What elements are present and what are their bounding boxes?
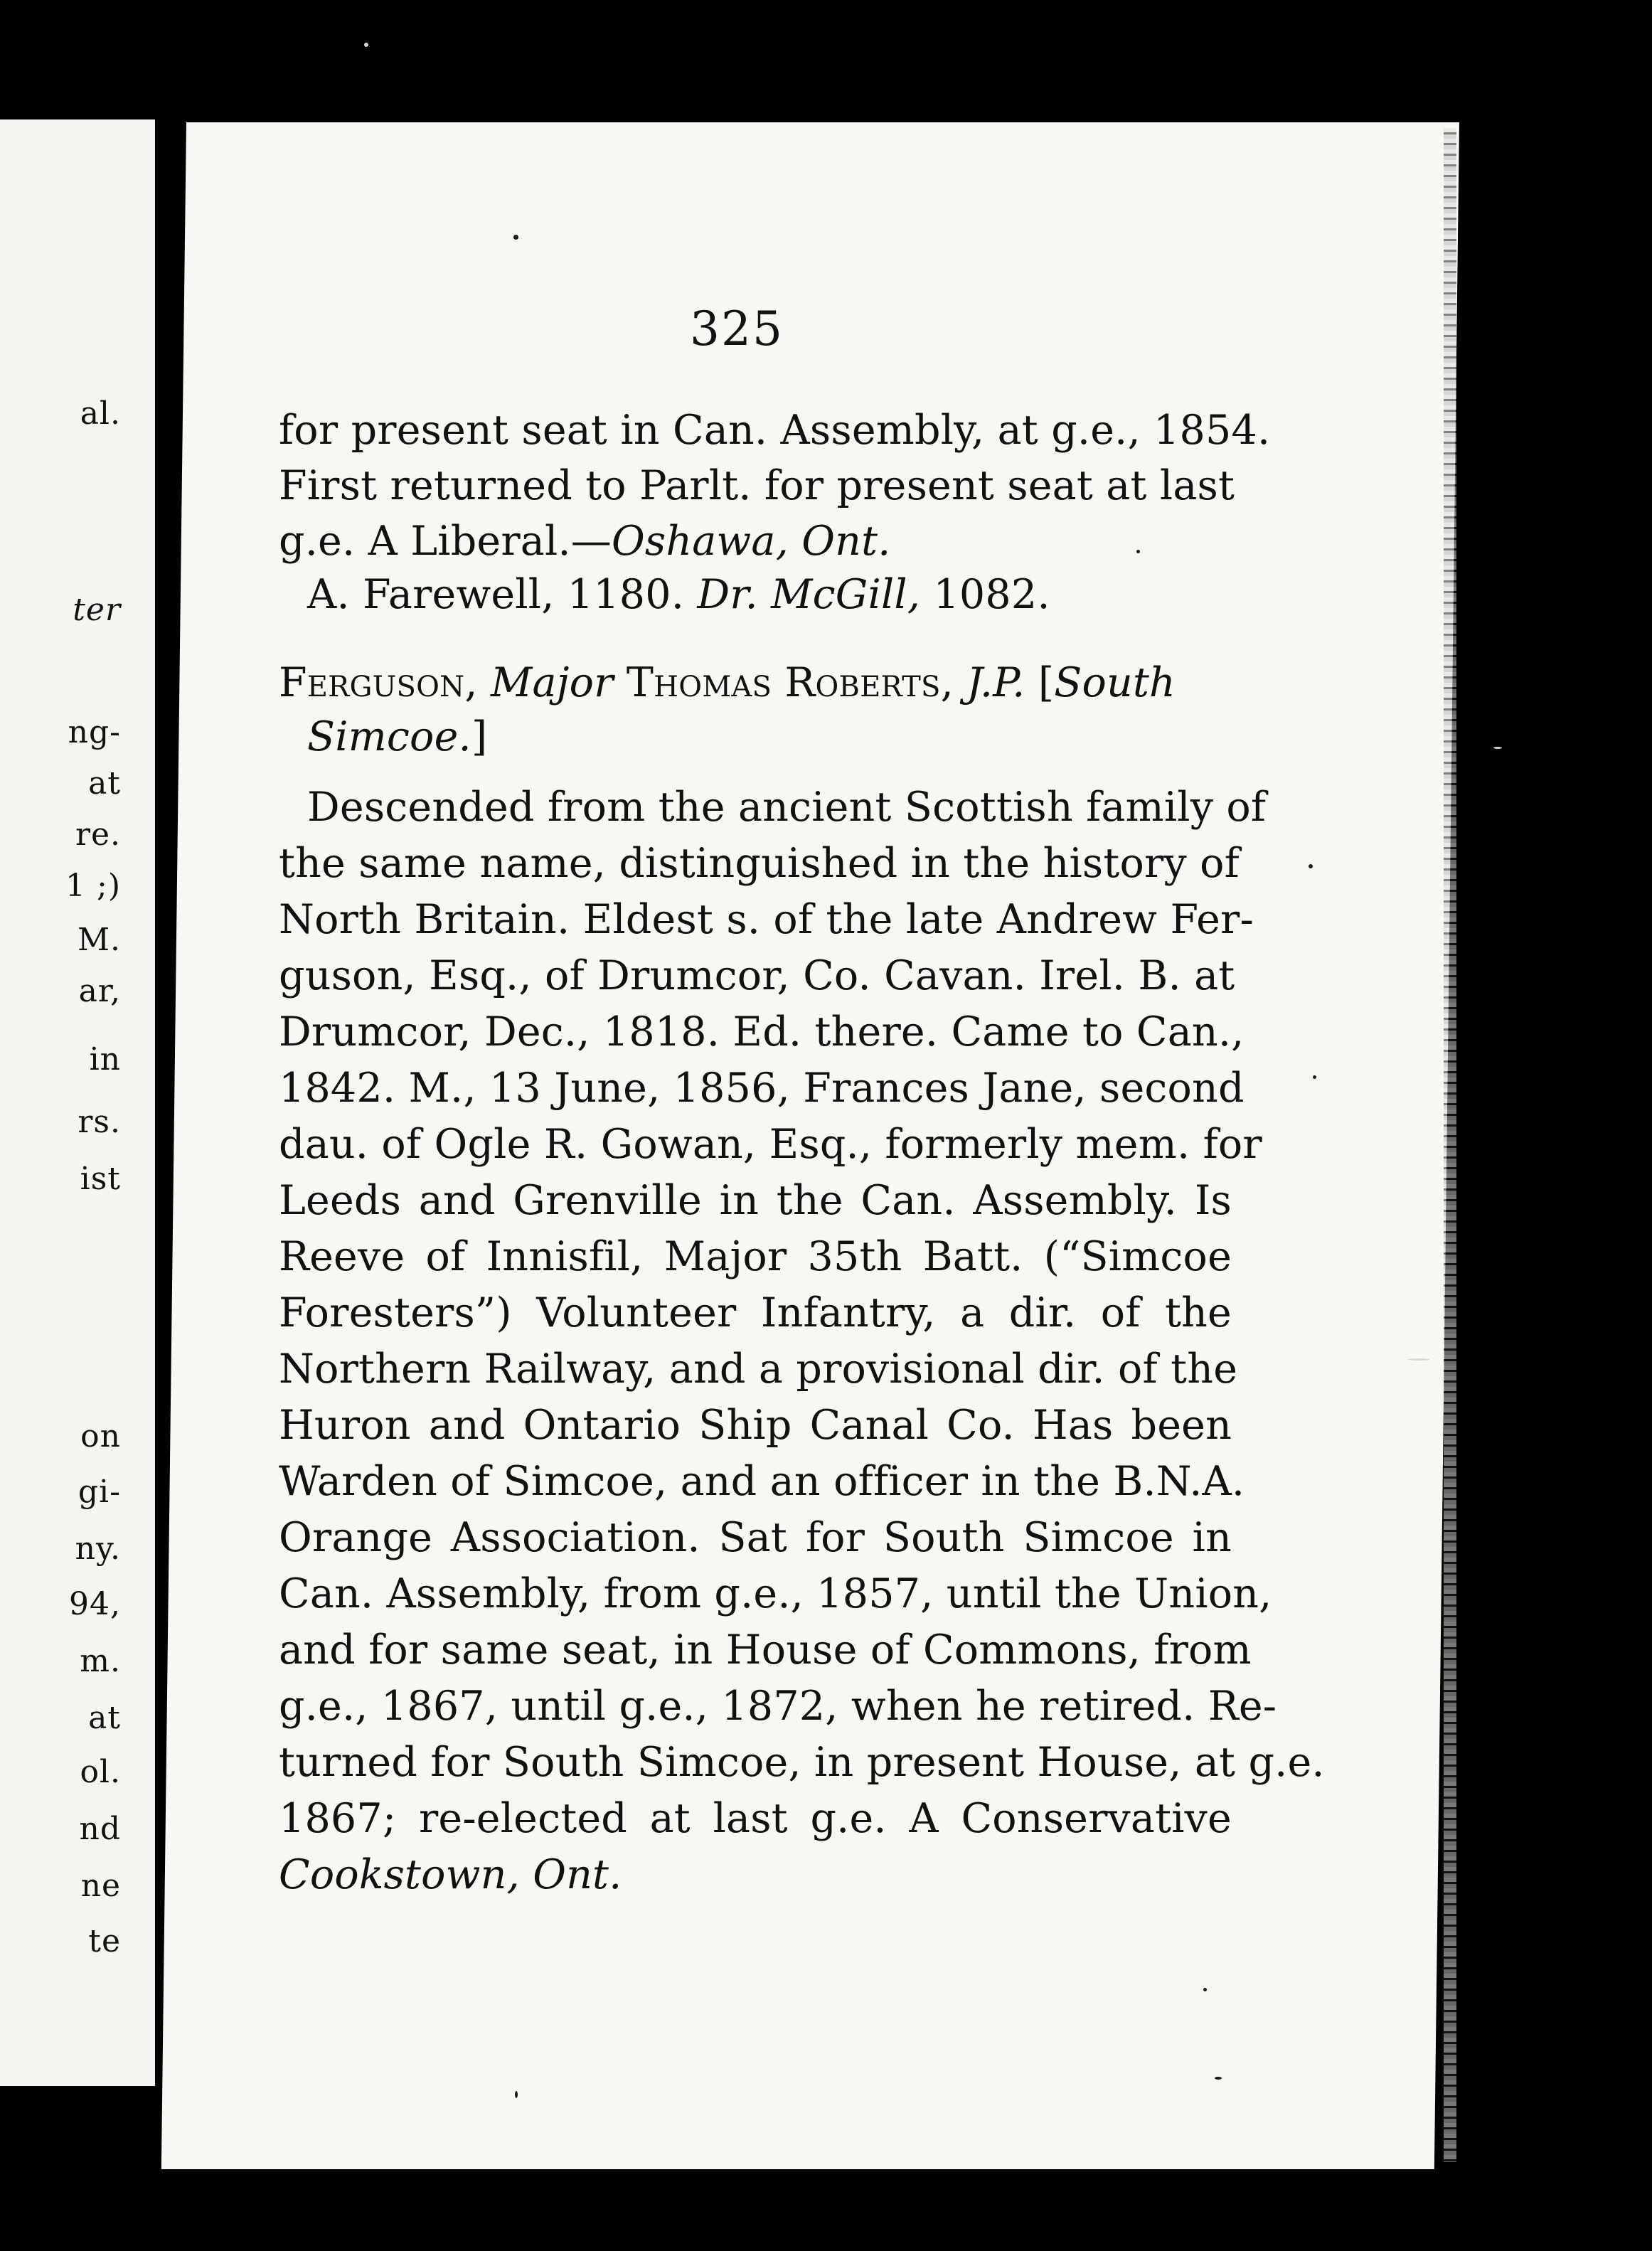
facing-page-text: m. xyxy=(80,1643,121,1679)
entry-heading xyxy=(279,659,1232,706)
entry-body-line: Huron and Ontario Ship Canal Co. Has been xyxy=(279,1402,1232,1449)
entry-address: Cookstown, Ont. xyxy=(279,1851,622,1898)
entry-body-line: turned for South Simcoe, in present House, at g.e. xyxy=(279,1739,1325,1786)
facing-page-text: ne xyxy=(80,1868,121,1904)
facing-page-text: at xyxy=(88,765,121,802)
entry-constituency: South xyxy=(1054,659,1176,706)
entry-body-line: Reeve of Innisfil, Major 35th Batt. (“Simcoe xyxy=(279,1233,1232,1280)
scan-dust xyxy=(1408,1358,1429,1361)
facing-page-text: ter xyxy=(73,592,121,628)
facing-page-fragment xyxy=(0,119,155,2086)
facing-page-text: ar, xyxy=(78,973,121,1009)
facing-page-text: al. xyxy=(80,395,121,432)
scan-dust xyxy=(1493,747,1502,749)
entry-body-line: North Britain. Eldest s. of the late Andrew Fer- xyxy=(279,896,1254,943)
bracket-open: [ xyxy=(1038,659,1055,706)
facing-page-text: re. xyxy=(75,816,121,853)
facing-page-text: ny. xyxy=(75,1531,121,1567)
entry-body-line: and for same seat, in House of Commons, from xyxy=(279,1627,1252,1673)
entry-body-line: Leeds and Grenville in the Can. Assembly. Is xyxy=(279,1177,1232,1224)
entry-body-line: Warden of Simcoe, and an officer in the B.N.A. xyxy=(279,1458,1245,1505)
entry-body-line: Orange Association. Sat for South Simcoe in xyxy=(279,1514,1232,1561)
entry-body-line: the same name, distinguished in the history of xyxy=(279,840,1240,887)
scan-dust xyxy=(364,43,368,47)
entry-body-line: Drumcor, Dec., 1818. Ed. there. Came to Can., xyxy=(279,1009,1245,1055)
entry-body-line: Northern Railway, and a provisional dir. of the xyxy=(279,1346,1238,1393)
entry-body-line: 1842. M., 13 June, 1856, Frances Jane, second xyxy=(279,1065,1245,1112)
ink-speck xyxy=(515,2091,518,2098)
facing-page-text: 1 ;) xyxy=(65,868,121,904)
candidate-other: Dr. McGill, xyxy=(697,571,921,618)
entry-body-line: Can. Assembly, from g.e., 1857, until the Union, xyxy=(279,1570,1272,1617)
facing-page-text: ng- xyxy=(68,714,121,750)
facing-page-text: te xyxy=(88,1923,121,1959)
entry-heading-continued xyxy=(307,713,1260,760)
entry-title: J.P. xyxy=(966,659,1025,706)
entry-body-line: guson, Esq., of Drumcor, Co. Cavan. Irel. B. at xyxy=(279,952,1235,999)
ink-speck xyxy=(1309,864,1313,868)
facing-page-text: 94, xyxy=(69,1586,121,1622)
entry-body-line: 1867; re-elected at last g.e. A Conservative xyxy=(279,1795,1232,1842)
candidate-winner: A. Farewell, 1180. xyxy=(307,571,698,618)
ink-speck xyxy=(1215,2077,1222,2080)
facing-page-text: rs. xyxy=(78,1104,121,1140)
facing-page-text: ol. xyxy=(80,1754,121,1790)
entry-given-names: Thomas Roberts, xyxy=(626,659,954,706)
entry-rank: Major xyxy=(490,659,614,706)
ink-speck xyxy=(1203,1988,1207,1991)
ink-speck xyxy=(1136,550,1140,553)
entry-body-line: dau. of Ogle R. Gowan, Esq., formerly mem. for xyxy=(279,1121,1262,1168)
bracket-close: ] xyxy=(471,713,488,760)
continuation-line xyxy=(279,518,1232,565)
continuation-text: g.e. A Liberal.— xyxy=(279,518,612,565)
facing-page-text: nd xyxy=(79,1811,121,1847)
continuation-place: Oshawa, Ont. xyxy=(611,518,891,565)
election-result xyxy=(307,571,1232,618)
facing-page-text: M. xyxy=(77,922,121,958)
facing-page-text: at xyxy=(88,1700,121,1736)
facing-page-text: on xyxy=(80,1418,121,1454)
facing-page-text: in xyxy=(89,1041,121,1077)
entry-body-line: Descended from the ancient Scottish family of xyxy=(307,784,1267,831)
ink-speck xyxy=(513,235,518,240)
entry-constituency: Simcoe. xyxy=(307,713,471,760)
ink-speck xyxy=(1313,1075,1316,1079)
entry-body-line: Foresters”) Volunteer Infantry, a dir. of the xyxy=(279,1289,1232,1336)
page-edge xyxy=(1444,128,1456,2162)
facing-page-text: gi- xyxy=(78,1474,121,1510)
continuation-line: First returned to Parlt. for present seat at last xyxy=(279,462,1235,509)
continuation-line: for present seat in Can. Assembly, at g.e., 1854. xyxy=(279,407,1271,454)
entry-surname: Ferguson, xyxy=(279,659,478,706)
candidate-other-votes: 1082. xyxy=(920,571,1050,618)
facing-page-text: ist xyxy=(80,1161,121,1197)
page-number: 325 xyxy=(690,302,784,356)
entry-body-line: g.e., 1867, until g.e., 1872, when he retired. Re- xyxy=(279,1683,1277,1730)
